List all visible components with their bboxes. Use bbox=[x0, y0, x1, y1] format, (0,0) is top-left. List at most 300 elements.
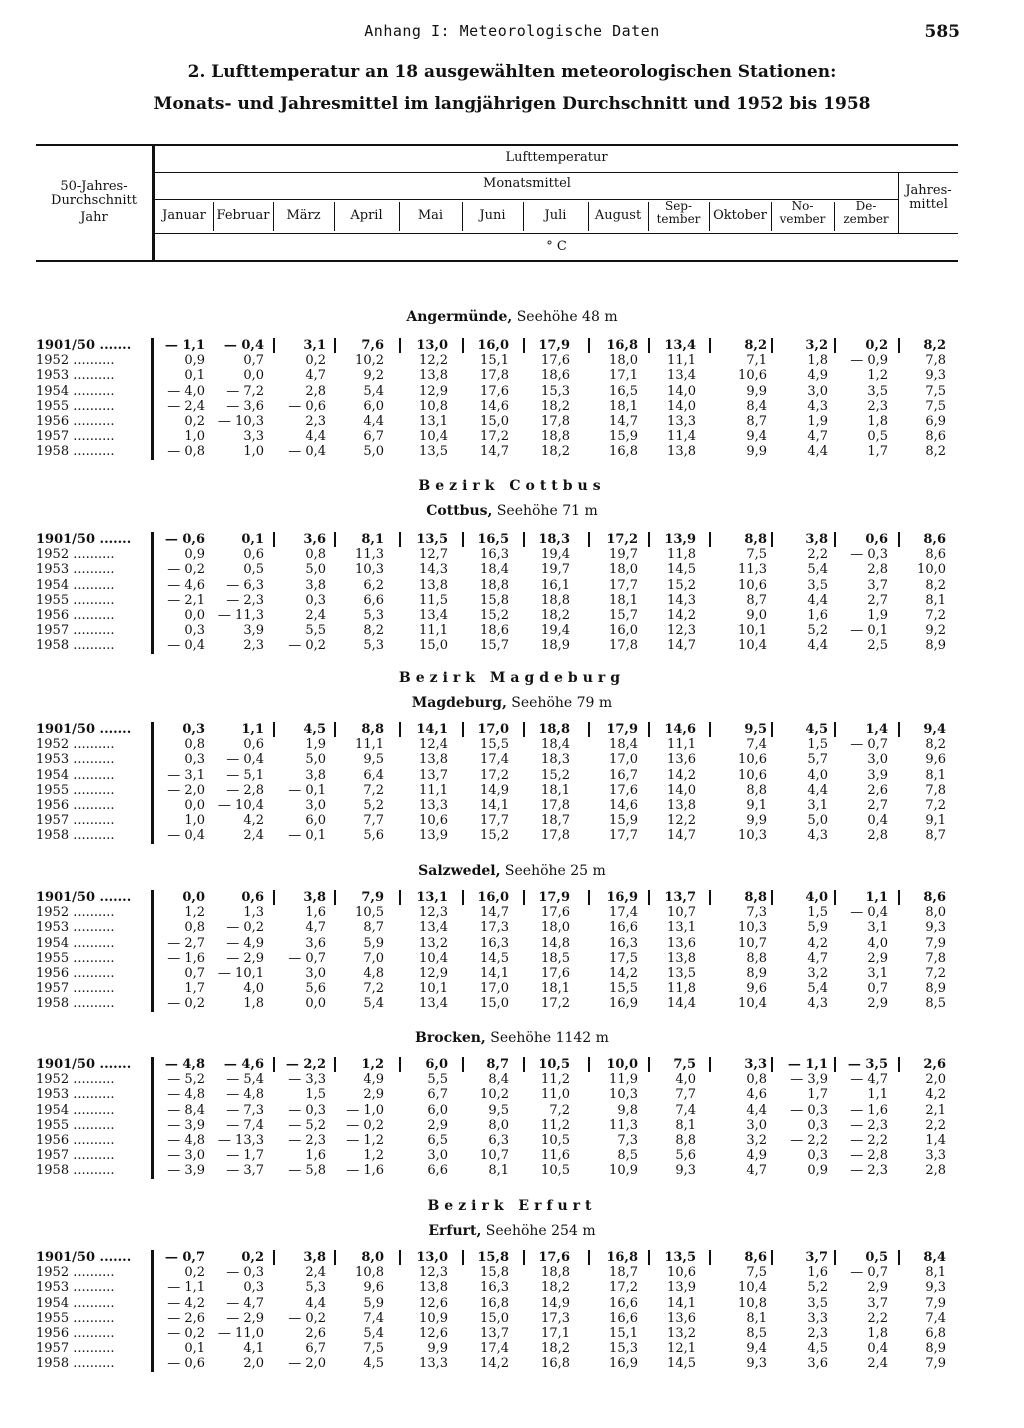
stub-header-line1: 50-Jahres- bbox=[60, 179, 128, 194]
table-cell: 1,9 bbox=[807, 413, 828, 429]
table-cell: 17,0 bbox=[609, 752, 638, 768]
table-cell: 3,2 bbox=[746, 1132, 767, 1148]
header-top-rule bbox=[36, 144, 958, 146]
month-header-line1: No- bbox=[791, 199, 814, 213]
table-cell: 9,3 bbox=[925, 1280, 946, 1296]
row-year: 1957 .......... bbox=[36, 623, 115, 639]
table-cell: 9,1 bbox=[925, 813, 946, 829]
table-cell: 5,6 bbox=[305, 981, 326, 997]
column-divider bbox=[588, 1057, 590, 1072]
column-divider bbox=[334, 1250, 336, 1265]
table-cell: 4,6 bbox=[746, 1087, 767, 1103]
column-divider bbox=[399, 532, 401, 547]
table-cell: 5,4 bbox=[807, 981, 828, 997]
table-cell: 4,2 bbox=[807, 935, 828, 951]
table-cell: 18,2 bbox=[541, 398, 570, 414]
table-cell: 0,8 bbox=[184, 920, 205, 936]
table-cell: 7,4 bbox=[746, 737, 767, 753]
table-cell: 2,9 bbox=[867, 996, 888, 1012]
table-cell: — 3,0 bbox=[167, 1148, 205, 1164]
table-cell: 17,8 bbox=[609, 638, 638, 654]
table-cell: 14,6 bbox=[664, 722, 696, 737]
table-cell: 12,6 bbox=[419, 1295, 448, 1311]
station-name: Brocken, bbox=[415, 1030, 486, 1046]
column-divider bbox=[334, 338, 336, 353]
column-divider bbox=[898, 338, 900, 353]
row-bar bbox=[151, 338, 154, 460]
table-cell: 6,0 bbox=[425, 1057, 448, 1072]
table-cell: 3,5 bbox=[867, 383, 888, 399]
table-cell: — 1,6 bbox=[850, 1102, 888, 1118]
month-divider bbox=[771, 202, 772, 231]
table-cell: 3,8 bbox=[305, 577, 326, 593]
table-cell: 9,1 bbox=[746, 797, 767, 813]
table-cell: 10,3 bbox=[355, 562, 384, 578]
table-cell: 1,8 bbox=[243, 996, 264, 1012]
table-cell: 14,8 bbox=[541, 935, 570, 951]
table-cell: 8,6 bbox=[925, 429, 946, 445]
table-cell: — 0,3 bbox=[850, 547, 888, 563]
table-cell: — 0,4 bbox=[226, 752, 264, 768]
table-cell: 18,8 bbox=[538, 722, 570, 737]
month-header-line1: Juni bbox=[479, 208, 506, 223]
table-cell: 3,7 bbox=[805, 1250, 828, 1265]
table-cell: — 4,8 bbox=[226, 1087, 264, 1103]
table-cell: 0,9 bbox=[184, 353, 205, 369]
table-cell: 13,8 bbox=[667, 950, 696, 966]
table-cell: 8,9 bbox=[925, 1341, 946, 1357]
station-name: Cottbus, bbox=[426, 503, 493, 519]
table-cell: 4,0 bbox=[675, 1072, 696, 1088]
table-cell: 4,5 bbox=[805, 722, 828, 737]
table-cell: 10,6 bbox=[419, 813, 448, 829]
table-cell: 0,0 bbox=[184, 607, 205, 623]
table-cell: 4,4 bbox=[363, 413, 384, 429]
column-divider bbox=[523, 532, 525, 547]
table-cell: — 2,6 bbox=[167, 1310, 205, 1326]
table-cell: — 0,4 bbox=[288, 444, 326, 460]
table-cell: 15,2 bbox=[667, 577, 696, 593]
table-cell: 18,2 bbox=[541, 444, 570, 460]
table-cell: 5,4 bbox=[807, 562, 828, 578]
table-cell: — 1,1 bbox=[164, 338, 205, 353]
table-cell: 14,3 bbox=[667, 592, 696, 608]
table-cell: 0,6 bbox=[865, 532, 888, 547]
table-cell: 17,6 bbox=[541, 353, 570, 369]
row-year: 1952 .......... bbox=[36, 1265, 115, 1281]
table-cell: 16,0 bbox=[609, 623, 638, 639]
column-divider bbox=[898, 1057, 900, 1072]
month-header-10 bbox=[709, 209, 771, 223]
table-cell: 12,2 bbox=[667, 813, 696, 829]
table-cell: 1,3 bbox=[243, 905, 264, 921]
table-cell: 18,1 bbox=[541, 782, 570, 798]
table-cell: 4,1 bbox=[243, 1341, 264, 1357]
table-cell: 1,6 bbox=[305, 905, 326, 921]
table-cell: 17,9 bbox=[538, 890, 570, 905]
column-divider bbox=[834, 532, 836, 547]
table-cell: — 2,2 bbox=[790, 1132, 828, 1148]
table-cell: 4,2 bbox=[925, 1087, 946, 1103]
table-cell: 14,7 bbox=[609, 413, 638, 429]
running-head bbox=[0, 22, 1024, 44]
table-cell: — 0,2 bbox=[167, 996, 205, 1012]
table-cell: — 6,3 bbox=[226, 577, 264, 593]
table-cell: 14,7 bbox=[667, 638, 696, 654]
table-cell: 16,5 bbox=[477, 532, 509, 547]
table-cell: 10,2 bbox=[355, 353, 384, 369]
table-cell: 17,1 bbox=[609, 368, 638, 384]
table-cell: 13,0 bbox=[416, 338, 448, 353]
table-cell: 15,9 bbox=[609, 429, 638, 445]
table-cell: 8,2 bbox=[744, 338, 767, 353]
table-cell: 0,1 bbox=[184, 368, 205, 384]
table-cell: — 4,9 bbox=[226, 935, 264, 951]
table-cell: 17,2 bbox=[606, 532, 638, 547]
table-cell: 6,2 bbox=[363, 577, 384, 593]
table-cell: 13,3 bbox=[667, 413, 696, 429]
table-cell: 8,1 bbox=[746, 1310, 767, 1326]
table-cell: 10,0 bbox=[606, 1057, 638, 1072]
table-cell: 2,7 bbox=[867, 592, 888, 608]
table-cell: 6,3 bbox=[488, 1132, 509, 1148]
table-cell: — 0,6 bbox=[288, 398, 326, 414]
table-cell: 10,3 bbox=[738, 828, 767, 844]
table-cell: 9,4 bbox=[746, 1341, 767, 1357]
table-cell: — 2,9 bbox=[226, 950, 264, 966]
table-cell: 3,0 bbox=[807, 383, 828, 399]
table-cell: 4,8 bbox=[363, 965, 384, 981]
table-cell: 14,1 bbox=[416, 722, 448, 737]
table-cell: 0,9 bbox=[184, 547, 205, 563]
table-cell: 7,5 bbox=[673, 1057, 696, 1072]
table-cell: 2,6 bbox=[867, 782, 888, 798]
table-cell: 15,9 bbox=[609, 813, 638, 829]
bezirk-heading: Bezirk Cottbus bbox=[418, 478, 606, 494]
table-cell: 13,1 bbox=[416, 890, 448, 905]
table-cell: 4,7 bbox=[807, 429, 828, 445]
table-cell: 9,2 bbox=[363, 368, 384, 384]
row-year: 1957 .......... bbox=[36, 981, 115, 997]
row-year: 1953 .......... bbox=[36, 920, 115, 936]
table-cell: 16,3 bbox=[480, 935, 509, 951]
column-divider bbox=[523, 1250, 525, 1265]
table-cell: — 13,3 bbox=[217, 1132, 264, 1148]
table-cell: 2,1 bbox=[925, 1102, 946, 1118]
table-cell: 0,3 bbox=[305, 592, 326, 608]
month-header-line1: Januar bbox=[162, 208, 206, 223]
table-cell: 12,3 bbox=[419, 905, 448, 921]
table-cell: 4,5 bbox=[363, 1356, 384, 1372]
station-heading bbox=[0, 503, 1024, 519]
table-cell: 15,2 bbox=[541, 767, 570, 783]
table-cell: — 0,2 bbox=[288, 1310, 326, 1326]
table-cell: 10,1 bbox=[419, 981, 448, 997]
table-cell: 3,0 bbox=[427, 1148, 448, 1164]
table-cell: 18,0 bbox=[609, 353, 638, 369]
row-year: 1958 .......... bbox=[36, 828, 115, 844]
table-cell: 9,3 bbox=[925, 920, 946, 936]
table-cell: 2,7 bbox=[867, 797, 888, 813]
table-cell: 13,8 bbox=[419, 577, 448, 593]
table-cell: 11,1 bbox=[419, 623, 448, 639]
table-cell: 13,4 bbox=[419, 920, 448, 936]
row-year: 1958 .......... bbox=[36, 1163, 115, 1179]
table-cell: — 0,6 bbox=[167, 1356, 205, 1372]
table-cell: 13,2 bbox=[667, 1325, 696, 1341]
column-divider bbox=[898, 890, 900, 905]
table-cell: 7,1 bbox=[746, 353, 767, 369]
column-divider bbox=[462, 532, 464, 547]
row-bar bbox=[151, 890, 154, 1012]
table-cell: — 1,1 bbox=[787, 1057, 828, 1072]
station-elevation: Seehöhe 25 m bbox=[500, 863, 606, 879]
month-header-line2: zember bbox=[843, 212, 889, 226]
table-cell: — 11,3 bbox=[217, 607, 264, 623]
table-cell: 13,7 bbox=[664, 890, 696, 905]
table-cell: 1,5 bbox=[305, 1087, 326, 1103]
month-divider bbox=[334, 202, 335, 231]
table-cell: — 0,3 bbox=[226, 1265, 264, 1281]
table-cell: 8,2 bbox=[923, 338, 946, 353]
table-cell: 1,7 bbox=[807, 1087, 828, 1103]
table-cell: 3,5 bbox=[807, 577, 828, 593]
month-header-line2: tember bbox=[656, 212, 701, 226]
table-cell: — 5,4 bbox=[226, 1072, 264, 1088]
column-divider bbox=[399, 1250, 401, 1265]
table-cell: 4,5 bbox=[807, 1341, 828, 1357]
table-cell: 16,6 bbox=[609, 1310, 638, 1326]
table-cell: 16,3 bbox=[480, 547, 509, 563]
table-cell: 13,0 bbox=[416, 1250, 448, 1265]
table-cell: 1,8 bbox=[867, 413, 888, 429]
table-cell: 15,0 bbox=[480, 1310, 509, 1326]
table-cell: 1,5 bbox=[807, 737, 828, 753]
table-cell: 1,0 bbox=[243, 444, 264, 460]
table-cell: 18,1 bbox=[541, 981, 570, 997]
table-cell: 17,3 bbox=[480, 920, 509, 936]
table-cell: 15,3 bbox=[609, 1341, 638, 1357]
table-cell: 2,0 bbox=[925, 1072, 946, 1088]
row-year: 1901/50 ....... bbox=[36, 890, 132, 905]
row-year: 1953 .......... bbox=[36, 562, 115, 578]
table-cell: 9,5 bbox=[744, 722, 767, 737]
table-cell: — 8,4 bbox=[167, 1102, 205, 1118]
table-cell: 4,4 bbox=[807, 444, 828, 460]
table-cell: 10,5 bbox=[538, 1057, 570, 1072]
table-cell: 15,3 bbox=[541, 383, 570, 399]
table-cell: 4,4 bbox=[807, 782, 828, 798]
table-cell: — 2,2 bbox=[850, 1132, 888, 1148]
table-cell: 16,5 bbox=[609, 383, 638, 399]
table-cell: 3,1 bbox=[303, 338, 326, 353]
row-year: 1953 .......... bbox=[36, 752, 115, 768]
table-cell: 8,8 bbox=[744, 532, 767, 547]
table-cell: 13,4 bbox=[664, 338, 696, 353]
table-cell: 6,7 bbox=[363, 429, 384, 445]
table-cell: 17,5 bbox=[609, 950, 638, 966]
month-divider bbox=[462, 202, 463, 231]
table-cell: 17,2 bbox=[480, 429, 509, 445]
table-cell: 12,4 bbox=[419, 737, 448, 753]
bezirk-heading: Bezirk Magdeburg bbox=[398, 670, 626, 686]
table-cell: 2,8 bbox=[867, 828, 888, 844]
row-year: 1956 .......... bbox=[36, 965, 115, 981]
table-cell: 2,2 bbox=[807, 547, 828, 563]
table-cell: 1,0 bbox=[184, 429, 205, 445]
running-head-title: Anhang I: Meteorologische Daten bbox=[364, 22, 660, 40]
row-year: 1953 .......... bbox=[36, 1280, 115, 1296]
table-cell: 3,3 bbox=[744, 1057, 767, 1072]
column-divider bbox=[273, 338, 275, 353]
table-cell: 12,6 bbox=[419, 1325, 448, 1341]
table-cell: 4,9 bbox=[807, 368, 828, 384]
column-divider bbox=[273, 532, 275, 547]
table-cell: 9,3 bbox=[746, 1356, 767, 1372]
table-cell: 7,7 bbox=[675, 1087, 696, 1103]
table-cell: 7,8 bbox=[925, 782, 946, 798]
table-cell: 1,7 bbox=[867, 444, 888, 460]
column-divider bbox=[523, 1057, 525, 1072]
table-cell: 0,9 bbox=[807, 1163, 828, 1179]
table-cell: 8,2 bbox=[925, 577, 946, 593]
table-cell: 8,7 bbox=[746, 413, 767, 429]
table-cell: 2,4 bbox=[243, 828, 264, 844]
table-cell: 2,3 bbox=[807, 1325, 828, 1341]
table-cell: — 3,9 bbox=[790, 1072, 828, 1088]
table-cell: 4,2 bbox=[243, 813, 264, 829]
table-cell: 15,5 bbox=[609, 981, 638, 997]
table-cell: 7,2 bbox=[549, 1102, 570, 1118]
table-cell: 8,1 bbox=[925, 767, 946, 783]
table-cell: 13,5 bbox=[664, 1250, 696, 1265]
table-cell: 4,0 bbox=[867, 935, 888, 951]
table-cell: 11,1 bbox=[667, 737, 696, 753]
row-bar bbox=[151, 1250, 154, 1372]
column-divider bbox=[709, 722, 711, 737]
month-header-line2: vember bbox=[779, 212, 826, 226]
table-cell: 18,1 bbox=[609, 592, 638, 608]
table-cell: 13,7 bbox=[480, 1325, 509, 1341]
table-cell: 8,4 bbox=[923, 1250, 946, 1265]
row-bar bbox=[151, 722, 154, 844]
column-divider bbox=[334, 890, 336, 905]
table-cell: 10,6 bbox=[738, 767, 767, 783]
annual-header-line1: Jahres- bbox=[905, 183, 952, 198]
table-cell: 2,9 bbox=[867, 1280, 888, 1296]
table-cell: 15,0 bbox=[419, 638, 448, 654]
table-cell: 3,8 bbox=[303, 1250, 326, 1265]
row-year: 1955 .......... bbox=[36, 592, 115, 608]
table-cell: 5,6 bbox=[675, 1148, 696, 1164]
table-cell: 14,5 bbox=[667, 1356, 696, 1372]
column-divider bbox=[399, 338, 401, 353]
table-cell: 13,2 bbox=[419, 935, 448, 951]
table-cell: 12,3 bbox=[419, 1265, 448, 1281]
table-cell: 7,9 bbox=[925, 935, 946, 951]
table-cell: 0,1 bbox=[241, 532, 264, 547]
table-cell: 8,5 bbox=[746, 1325, 767, 1341]
table-cell: — 0,7 bbox=[164, 1250, 205, 1265]
table-cell: 7,2 bbox=[925, 965, 946, 981]
table-cell: 15,7 bbox=[609, 607, 638, 623]
row-year: 1901/50 ....... bbox=[36, 722, 132, 737]
column-divider bbox=[771, 338, 773, 353]
column-divider bbox=[588, 890, 590, 905]
table-cell: 8,1 bbox=[675, 1117, 696, 1133]
table-cell: 17,0 bbox=[480, 981, 509, 997]
table-cell: 0,0 bbox=[243, 368, 264, 384]
table-cell: 8,7 bbox=[363, 920, 384, 936]
table-cell: — 7,2 bbox=[226, 383, 264, 399]
column-divider bbox=[462, 1250, 464, 1265]
table-cell: 1,8 bbox=[807, 353, 828, 369]
table-cell: 19,4 bbox=[541, 547, 570, 563]
table-cell: 8,6 bbox=[923, 890, 946, 905]
table-cell: — 2,0 bbox=[288, 1356, 326, 1372]
table-cell: 14,6 bbox=[480, 398, 509, 414]
table-cell: 6,0 bbox=[363, 398, 384, 414]
month-divider bbox=[588, 202, 589, 231]
month-header-11 bbox=[771, 200, 834, 226]
table-cell: 0,2 bbox=[184, 1265, 205, 1281]
table-cell: 10,2 bbox=[480, 1087, 509, 1103]
table-cell: 1,9 bbox=[867, 607, 888, 623]
table-cell: 3,5 bbox=[807, 1295, 828, 1311]
table-cell: — 4,6 bbox=[167, 577, 205, 593]
table-cell: 9,3 bbox=[925, 368, 946, 384]
table-cell: 16,3 bbox=[480, 1280, 509, 1296]
table-cell: 0,0 bbox=[184, 797, 205, 813]
annual-header-line2: mittel bbox=[909, 197, 948, 212]
table-cell: 9,4 bbox=[923, 722, 946, 737]
month-header-line1: Februar bbox=[216, 208, 270, 223]
table-cell: 17,9 bbox=[538, 338, 570, 353]
month-header-1 bbox=[155, 209, 213, 223]
table-cell: 7,2 bbox=[925, 607, 946, 623]
table-cell: 4,0 bbox=[807, 767, 828, 783]
table-cell: 0,2 bbox=[865, 338, 888, 353]
table-cell: 5,4 bbox=[363, 996, 384, 1012]
table-cell: 3,0 bbox=[305, 797, 326, 813]
table-cell: 4,9 bbox=[746, 1148, 767, 1164]
table-cell: — 0,7 bbox=[850, 737, 888, 753]
table-cell: 15,8 bbox=[480, 592, 509, 608]
table-cell: 3,3 bbox=[807, 1310, 828, 1326]
row-year: 1901/50 ....... bbox=[36, 532, 132, 547]
table-cell: 2,9 bbox=[363, 1087, 384, 1103]
column-divider bbox=[648, 890, 650, 905]
table-cell: 18,4 bbox=[541, 737, 570, 753]
table-cell: 5,7 bbox=[807, 752, 828, 768]
column-divider bbox=[771, 1057, 773, 1072]
table-cell: 5,2 bbox=[807, 623, 828, 639]
table-cell: 1,6 bbox=[807, 607, 828, 623]
table-cell: 8,8 bbox=[746, 782, 767, 798]
table-cell: 4,0 bbox=[243, 981, 264, 997]
table-cell: 11,3 bbox=[738, 562, 767, 578]
row-year: 1954 .......... bbox=[36, 577, 115, 593]
table-cell: 0,3 bbox=[807, 1117, 828, 1133]
table-cell: 6,7 bbox=[305, 1341, 326, 1357]
bezirk-heading: Bezirk Erfurt bbox=[427, 1198, 597, 1214]
table-cell: 10,8 bbox=[419, 398, 448, 414]
table-cell: 3,1 bbox=[807, 797, 828, 813]
table-cell: 2,2 bbox=[925, 1117, 946, 1133]
table-cell: 10,6 bbox=[667, 1265, 696, 1281]
table-cell: 7,3 bbox=[617, 1132, 638, 1148]
row-bar bbox=[151, 532, 154, 654]
